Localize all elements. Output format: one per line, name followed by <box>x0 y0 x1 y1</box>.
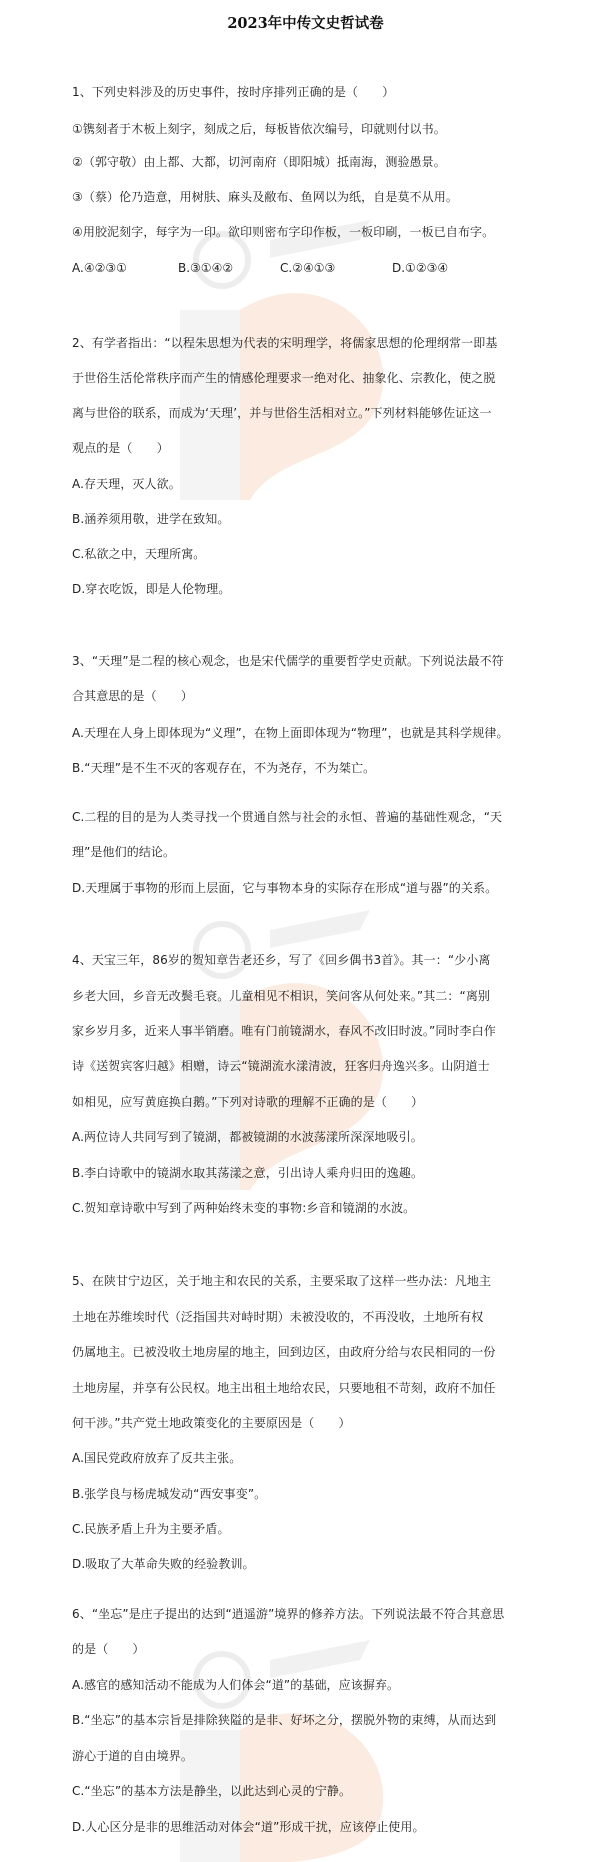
q4-stem-line-3: 家乡岁月多，近来人事半销磨。唯有门前镜湖水，春风不改旧时波。”同时李白作 <box>72 1024 496 1038</box>
q5-stem-line-4: 土地房屋，并享有公民权。地主出租土地给农民，只要地租不苛刻，政府不加任 <box>72 1381 496 1395</box>
q1-option-a[interactable]: A.④②③① <box>72 261 127 275</box>
q1-options <box>72 260 552 276</box>
q3-option-b[interactable]: B.“天理”是不生不灭的客观存在，不为尧存，不为桀亡。 <box>72 761 376 775</box>
q6-stem-line-1: 6、“坐忘”是庄子提出的达到“逍遥游”境界的修养方法。下列说法最不符合其意思 <box>72 1607 505 1621</box>
exam-title: 2023年中传文史哲试卷 <box>227 15 384 32</box>
q6-option-b-line-2[interactable]: 游心于道的自由境界。 <box>72 1749 194 1763</box>
q5-stem-line-5: 何干涉。”共产党土地政策变化的主要原因是（ ） <box>72 1416 351 1430</box>
q3-stem-line-1: 3、“天理”是二程的核心观念，也是宋代儒学的重要哲学史贡献。下列说法最不符 <box>72 654 504 668</box>
q4-stem-line-2: 乡老大回，乡音无改鬓毛衰。儿童相见不相识，笑问客从何处来。”其二：“离别 <box>72 989 491 1003</box>
q4-option-a[interactable]: A.两位诗人共同写到了镜湖，都被镜湖的水波荡漾所深深地吸引。 <box>72 1130 423 1144</box>
q2-stem-line-4: 观点的是（ ） <box>72 441 169 455</box>
watermark-logo-middle <box>170 890 430 1210</box>
q6-option-a[interactable]: A.感官的感知活动不能成为人们体会“道”的基础，应该摒弃。 <box>72 1678 400 1692</box>
q4-option-c[interactable]: C.贺知章诗歌中写到了两种始终未变的事物:乡音和镜湖的水波。 <box>72 1201 416 1215</box>
q2-option-c[interactable]: C.私欲之中，天理所寓。 <box>72 547 206 561</box>
q4-stem-line-4: 诗《送贺宾客归越》相赠，诗云“镜湖流水漾清波，狂客归舟逸兴多。山阴道士 <box>72 1059 490 1073</box>
q2-stem-line-1: 2、有学者指出：“以程朱思想为代表的宋明理学，将儒家思想的伦理纲常一即基 <box>72 336 498 350</box>
q2-option-a[interactable]: A.存天理，灭人欲。 <box>72 477 181 491</box>
q1-item-1: ①镌刻者于木板上刻字，刻成之后，每板皆依次编号，印就则付以书。 <box>72 122 446 136</box>
q6-stem-line-2: 的是（ ） <box>72 1642 145 1656</box>
q3-option-c-line-1[interactable]: C.二程的目的是为人类寻找一个贯通自然与社会的永恒、普遍的基础性观念，“天 <box>72 810 503 824</box>
q1-item-2: ②（郭守敬）由上都、大都，切河南府（即阳城）抵南海，测验愚景。 <box>72 155 446 169</box>
q5-option-c[interactable]: C.民族矛盾上升为主要矛盾。 <box>72 1522 230 1536</box>
q6-option-b-line-1[interactable]: B.“坐忘”的基本宗旨是排除狭隘的是非、好坏之分，摆脱外物的束缚，从而达到 <box>72 1713 497 1727</box>
q6-option-c[interactable]: C.“坐忘”的基本方法是静坐，以此达到心灵的宁静。 <box>72 1784 352 1798</box>
q1-stem: 1、下列史料涉及的历史事件，按时序排列正确的是（ ） <box>72 85 395 99</box>
q2-stem-line-2: 于世俗生活伦常秩序而产生的情感伦理要求一绝对化、抽象化、宗教化，使之脱 <box>72 371 496 385</box>
q2-stem-line-3: 离与世俗的联系，而成为‘天理’，并与世俗生活相对立。”下列材料能够佐证这一 <box>72 406 492 420</box>
q4-stem-line-5: 如相见，应写黄庭换白鹅。”下列对诗歌的理解不正确的是（ ） <box>72 1095 424 1109</box>
q5-stem-line-2: 土地在苏维埃时代（泛指国共对峙时期）未被没收的，不再没收，土地所有权 <box>72 1310 484 1324</box>
q1-item-3: ③（蔡）伦乃造意，用树肤、麻头及敝布、鱼网以为纸，自是莫不从用。 <box>72 190 458 204</box>
watermark-logo-top <box>170 200 430 520</box>
q4-option-b[interactable]: B.李白诗歌中的镜湖水取其荡漾之意，引出诗人乘舟归田的逸趣。 <box>72 1166 424 1180</box>
q5-option-a[interactable]: A.国民党政府放弃了反共主张。 <box>72 1451 242 1465</box>
q1-option-c[interactable]: C.②④①③ <box>280 261 336 275</box>
q4-stem-line-1: 4、天宝三年，86岁的贺知章告老还乡，写了《回乡偶书3首》。其一：“少小离 <box>72 953 491 967</box>
q2-option-d[interactable]: D.穿衣吃饭，即是人伦物理。 <box>72 582 231 596</box>
q3-option-d[interactable]: D.天理属于事物的形而上层面，它与事物本身的实际存在形成“道与器”的关系。 <box>72 881 498 895</box>
q2-option-b[interactable]: B.涵养须用敬，进学在致知。 <box>72 512 230 526</box>
q1-item-4: ④用胶泥刻字，每字为一印。欲印则密布字印作板，一板印刷，一板已自布字。 <box>72 225 495 239</box>
q1-option-b[interactable]: B.③①④② <box>178 261 234 275</box>
q3-option-c-line-2[interactable]: 理”是他们的结论。 <box>72 845 176 859</box>
q3-option-a[interactable]: A.天理在人身上即体现为“义理”，在物上面即体现为“物理”，也就是其科学规律。 <box>72 726 509 740</box>
q5-option-d[interactable]: D.吸取了大革命失败的经验教训。 <box>72 1557 255 1571</box>
q3-stem-line-2: 合其意思的是（ ） <box>72 689 194 703</box>
q6-option-d[interactable]: D.人心区分是非的思维活动对体会“道”形成干扰，应该停止使用。 <box>72 1820 425 1834</box>
q5-option-b[interactable]: B.张学良与杨虎城发动“西安事变”。 <box>72 1487 267 1501</box>
q5-stem-line-1: 5、在陕甘宁边区，关于地主和农民的关系，主要采取了这样一些办法：凡地主 <box>72 1274 492 1288</box>
q5-stem-line-3: 仍属地主。已被没收土地房屋的地主，回到边区，由政府分给与农民相同的一份 <box>72 1345 496 1359</box>
q1-option-d[interactable]: D.①②③④ <box>392 261 449 275</box>
